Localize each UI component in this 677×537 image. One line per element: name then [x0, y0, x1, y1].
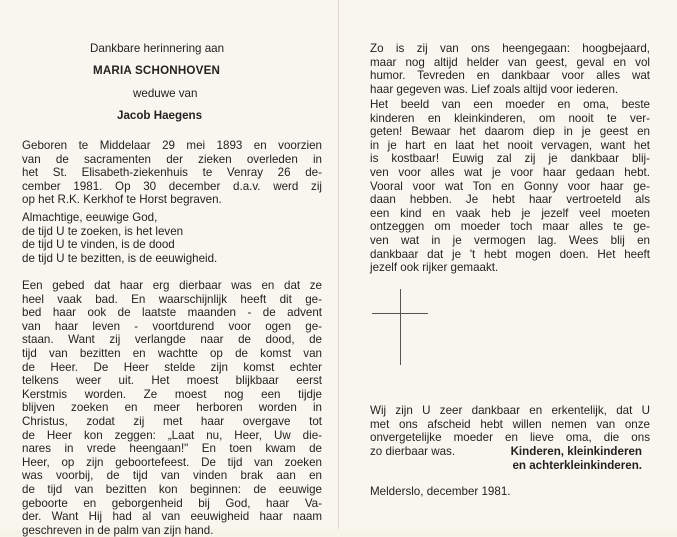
- body-line: heel vaak bad. En waarschijnlijk heeft dit ge-: [22, 292, 322, 306]
- body-line: blijven zoeken en meer herboren worden in: [22, 401, 322, 415]
- signature-line: Kinderen, kleinkinderen: [510, 445, 642, 458]
- prayer-line: de tijd U te zoeken, is het leven: [22, 224, 184, 238]
- paragraph-1: [370, 42, 650, 96]
- husband-name: Jacob Haegens: [117, 109, 203, 122]
- paragraph-line: een kind en vaak heb je jezelf veel moeten: [370, 206, 650, 220]
- paragraph-line: in je hart en laat het nooit vervagen, want het: [370, 138, 650, 152]
- card-fold-line: [338, 0, 339, 529]
- deceased-name: MARIA SCHONHOVEN: [93, 64, 221, 77]
- body-line: van haar leven - voortdurend voor ogen ge-: [22, 319, 322, 333]
- body-line: was voorbij, de tijd van vinden brak aan en: [22, 469, 322, 483]
- paragraph-line: kinderen en kleinkinderen, om nooit te ver-: [370, 111, 650, 125]
- body-line: staan. Want zij verlangde naar de dood, de: [22, 333, 322, 347]
- prayer-line: Almachtige, eeuwige God,: [22, 211, 158, 224]
- paragraph-line: haar gegeven was. Lief zoals altijd voor iederen.: [370, 82, 619, 96]
- paragraph-line: ven voor alles wat je voor haar gedaan hebt.: [370, 165, 650, 179]
- bio-line: het St. Elisabeth-ziekenhuis te Venray 26 de-: [22, 166, 322, 180]
- place-date: Melderslo, december 1981.: [370, 485, 511, 498]
- body-line: tijd van bezitten en wachtte op de komst van: [22, 346, 322, 360]
- paragraph-line: geten! Bewaar het daarom diep in je geest en: [370, 125, 650, 139]
- paragraph-line: Vooral voor wat Ton en Gonny voor haar ge-: [370, 179, 650, 193]
- paragraph-line: ven wat in je vermogen lag. Wees blij en: [370, 233, 650, 247]
- paragraph-line: daan hebben. Je hebt haar vertroeteld als: [370, 193, 650, 207]
- body-line: telkens weer uit. Het moest blijkbaar eerst: [22, 374, 322, 388]
- paragraph-line: Zo is zij van ons heengegaan: hoogbejaard,: [370, 42, 650, 55]
- body-line: geschreven in de palm van zijn hand.: [22, 523, 214, 537]
- paragraph-2: [370, 98, 650, 275]
- body-line: de Heer kon zeggen: „Laat nu, Heer, Uw die-: [22, 428, 322, 442]
- paragraph-line: ontzeggen om moeder toch maar alles te ge-: [370, 220, 650, 234]
- bio-line: Geboren te Middelaar 29 mei 1893 en voorzien: [22, 139, 322, 152]
- bio-line: op het R.K. Kerkhof te Horst begraven.: [22, 193, 222, 207]
- paragraph-line: humor. Tevreden en dankbaar voor alles wat: [370, 69, 650, 83]
- bio-line: van de sacramenten der zieken overleden in: [22, 152, 322, 166]
- widow-of-text: weduwe van: [133, 87, 198, 100]
- body-text: [22, 279, 322, 537]
- cross-icon: [400, 289, 401, 365]
- body-line: Een gebed dat haar erg dierbaar was en dat ze: [22, 279, 322, 292]
- thanks-line: onvergetelijke moeder en lieve oma, die ons: [370, 431, 650, 445]
- signature: [370, 445, 642, 472]
- intro-text: Dankbare herinnering aan: [90, 42, 225, 55]
- paragraph-line: dankbaar dat je 't hebt mogen doen. Het heeft: [370, 247, 650, 261]
- body-line: Christus, zodat zij met haar overgave tot: [22, 414, 322, 428]
- thanks-line: met ons afscheid hebt willen nemen van onze: [370, 417, 650, 431]
- prayer-line: de tijd U te vinden, is de dood: [22, 238, 175, 252]
- paragraph-line: maar nog altijd helder van geest, geval en vol: [370, 55, 650, 69]
- prayer: [22, 211, 322, 265]
- paragraph-line: jezelf ook rijker gemaakt.: [370, 261, 499, 275]
- cross-icon-bar: [372, 313, 428, 314]
- thanks-line: Wij zijn U zeer dankbaar en erkentelijk, dat U: [370, 404, 650, 417]
- body-line: Kerstmis worden. Ze moest nog een tijdje: [22, 387, 322, 401]
- body-line: de Heer. De Heer stelde zijn komst echter: [22, 360, 322, 374]
- bio-line: cember 1981. Op 30 december d.a.v. werd zij: [22, 179, 322, 193]
- body-line: nares in vrede heengaan!" En toen kwam de: [22, 442, 322, 456]
- body-line: bed haar ook de laatste maanden - de advent: [22, 306, 322, 320]
- paragraph-line: is kostbaar! Euwig zal zij je dankbaar blij-: [370, 152, 650, 166]
- prayer-line: de tijd U te bezitten, is de eeuwigheid.: [22, 251, 218, 265]
- body-line: Heer, op zijn geboortefeest. De tijd van zoeken: [22, 455, 322, 469]
- body-line: der. Want Hij had al van eeuwigheid haar naam: [22, 510, 322, 524]
- thanks-line: zo dierbaar was.: [370, 444, 456, 458]
- body-line: de tijd van bezitten kon beginnen: de eeuwige: [22, 482, 322, 496]
- signature-line: en achterkleinkinderen.: [512, 458, 642, 472]
- paragraph-line: Het beeld van een moeder en oma, beste: [370, 98, 650, 111]
- body-line: geboorte en geborgenheid bij God, haar Va-: [22, 496, 322, 510]
- biography: [22, 139, 322, 207]
